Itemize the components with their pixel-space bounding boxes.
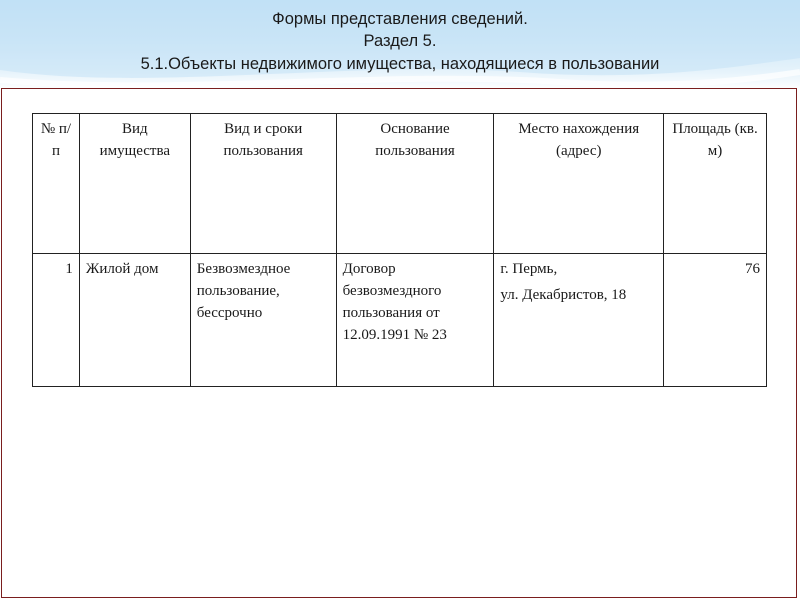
property-table: [32, 113, 767, 387]
title-line-2: Раздел 5.: [363, 32, 437, 50]
page-title: [0, 8, 800, 75]
cell-usage-basis: Договор безвозмездного пользования от 12.09.1991 № 23: [336, 254, 494, 387]
cell-usage-type: Безвозмездное пользование, бессрочно: [190, 254, 336, 387]
title-line-1: Формы представления сведений.: [272, 10, 528, 28]
header-cell-number: № п/п: [33, 114, 80, 254]
address-street: ул. Декабристов, 18: [500, 287, 627, 303]
title-line-3: 5.1.Объекты недвижимого имущества, находящиеся в пользовании: [140, 55, 660, 73]
cell-location: [494, 254, 664, 387]
cell-number: 1: [33, 254, 80, 387]
header-cell-location: Место нахождения (адрес): [494, 114, 664, 254]
header-cell-usage-type: Вид и сроки пользования: [190, 114, 336, 254]
cell-property-type: Жилой дом: [79, 254, 190, 387]
address-city: г. Пермь,: [500, 261, 558, 277]
header-cell-usage-basis: Основание пользования: [336, 114, 494, 254]
header-cell-area: Площадь (кв. м): [664, 114, 767, 254]
header-cell-property-type: Вид имущества: [79, 114, 190, 254]
cell-area: 76: [664, 254, 767, 387]
table-header-row: [33, 114, 767, 254]
table-row: [33, 254, 767, 387]
